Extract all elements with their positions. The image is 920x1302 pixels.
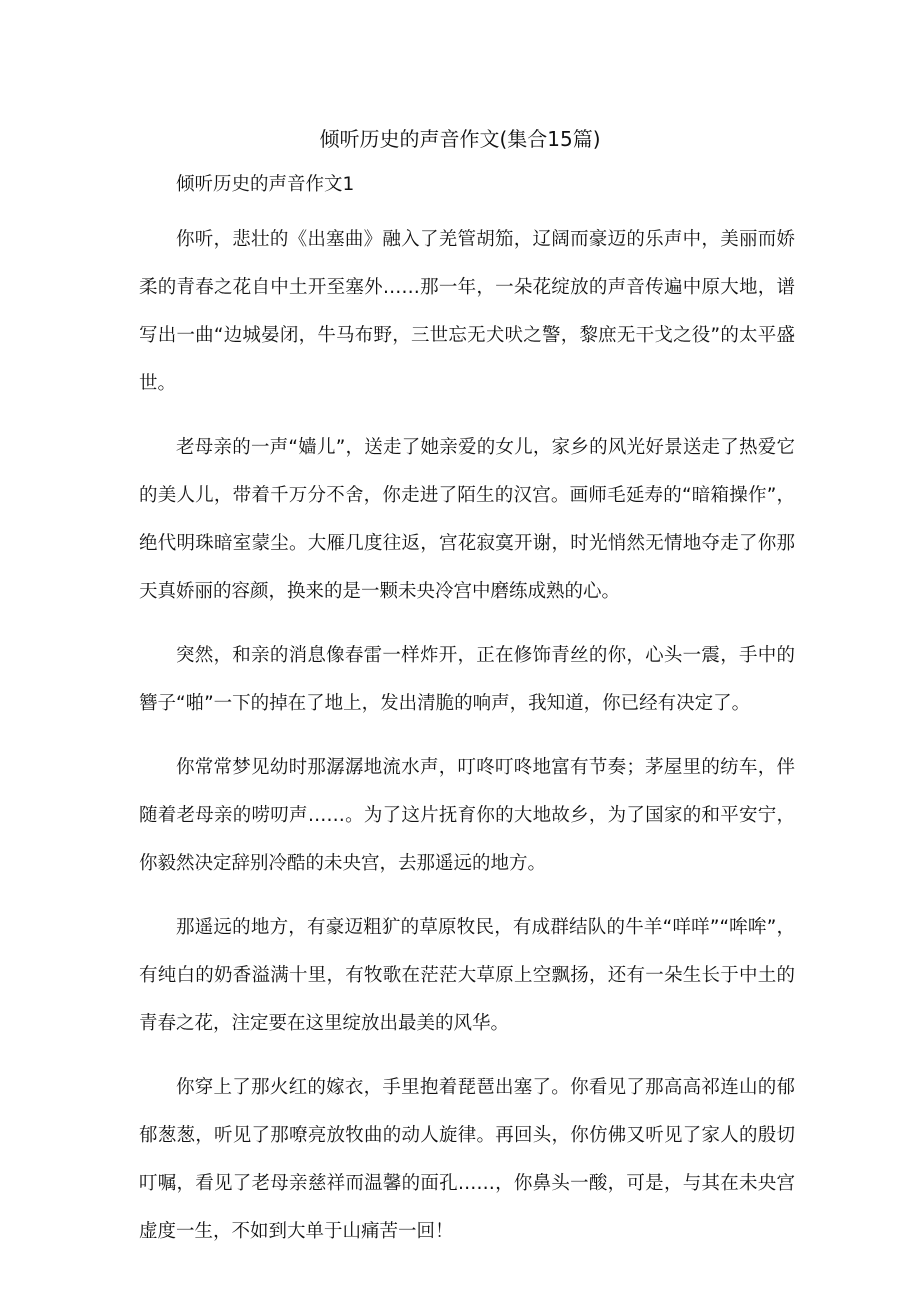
paragraph: 你穿上了那火红的嫁衣，手里抱着琵琶出塞了。你看见了那高高祁连山的郁郁葱葱，听见了那嘹亮放牧曲的动人旋律。再回头，你仿佛又听见了家人的殷切叮嘱，看见了老母亲慈祥而温馨的面孔……，你鼻头一酸，可是，与其在未央宫虚度一生，不如到大单于山痛苦一回！ bbox=[139, 1077, 795, 1242]
essay-subtitle: 倾听历史的声音作文1 bbox=[176, 174, 355, 195]
paragraph: 那遥远的地方，有豪迈粗犷的草原牧民，有成群结队的牛羊“咩咩”“哞哞”，有纯白的奶香溢满十里，有牧歌在茫茫大草原上空飘扬，还有一朵生长于中土的青春之花，注定要在这里绽放出最美的风华。 bbox=[139, 917, 795, 1034]
paragraph: 你听，悲壮的《出塞曲》融入了羌管胡笳，辽阔而豪迈的乐声中，美丽而娇柔的青春之花自中土开至塞外……那一年，一朵花绽放的声音传遍中原大地，谱写出一曲“边城晏闭，牛马布野，三世忘无犬吠之警，黎庶无干戈之役”的太平盛世。 bbox=[139, 229, 795, 394]
document-title: 倾听历史的声音作文(集合15篇) bbox=[319, 127, 601, 151]
paragraph: 老母亲的一声“嫱儿”，送走了她亲爱的女儿，家乡的风光好景送走了热爱它的美人儿，带着千万分不舍，你走进了陌生的汉宫。画师毛延寿的“暗箱操作”，绝代明珠暗室蒙尘。大雁几度往返，宫花寂寞开谢，时光悄然无情地夺走了你那天真娇丽的容颜，换来的是一颗未央冷宫中磨练成熟的心。 bbox=[139, 437, 795, 602]
paragraph: 突然，和亲的消息像春雷一样炸开，正在修饰青丝的你，心头一震，手中的簪子“啪”一下的掉在了地上，发出清脆的响声，我知道，你已经有决定了。 bbox=[139, 645, 795, 714]
document-body bbox=[139, 170, 795, 1272]
paragraph: 你常常梦见幼时那潺潺地流水声，叮咚叮咚地富有节奏；茅屋里的纺车，伴随着老母亲的唠叨声……。为了这片抚育你的大地故乡，为了国家的和平安宁，你毅然决定辞别冷酷的未央宫，去那遥远的地方。 bbox=[139, 757, 795, 874]
